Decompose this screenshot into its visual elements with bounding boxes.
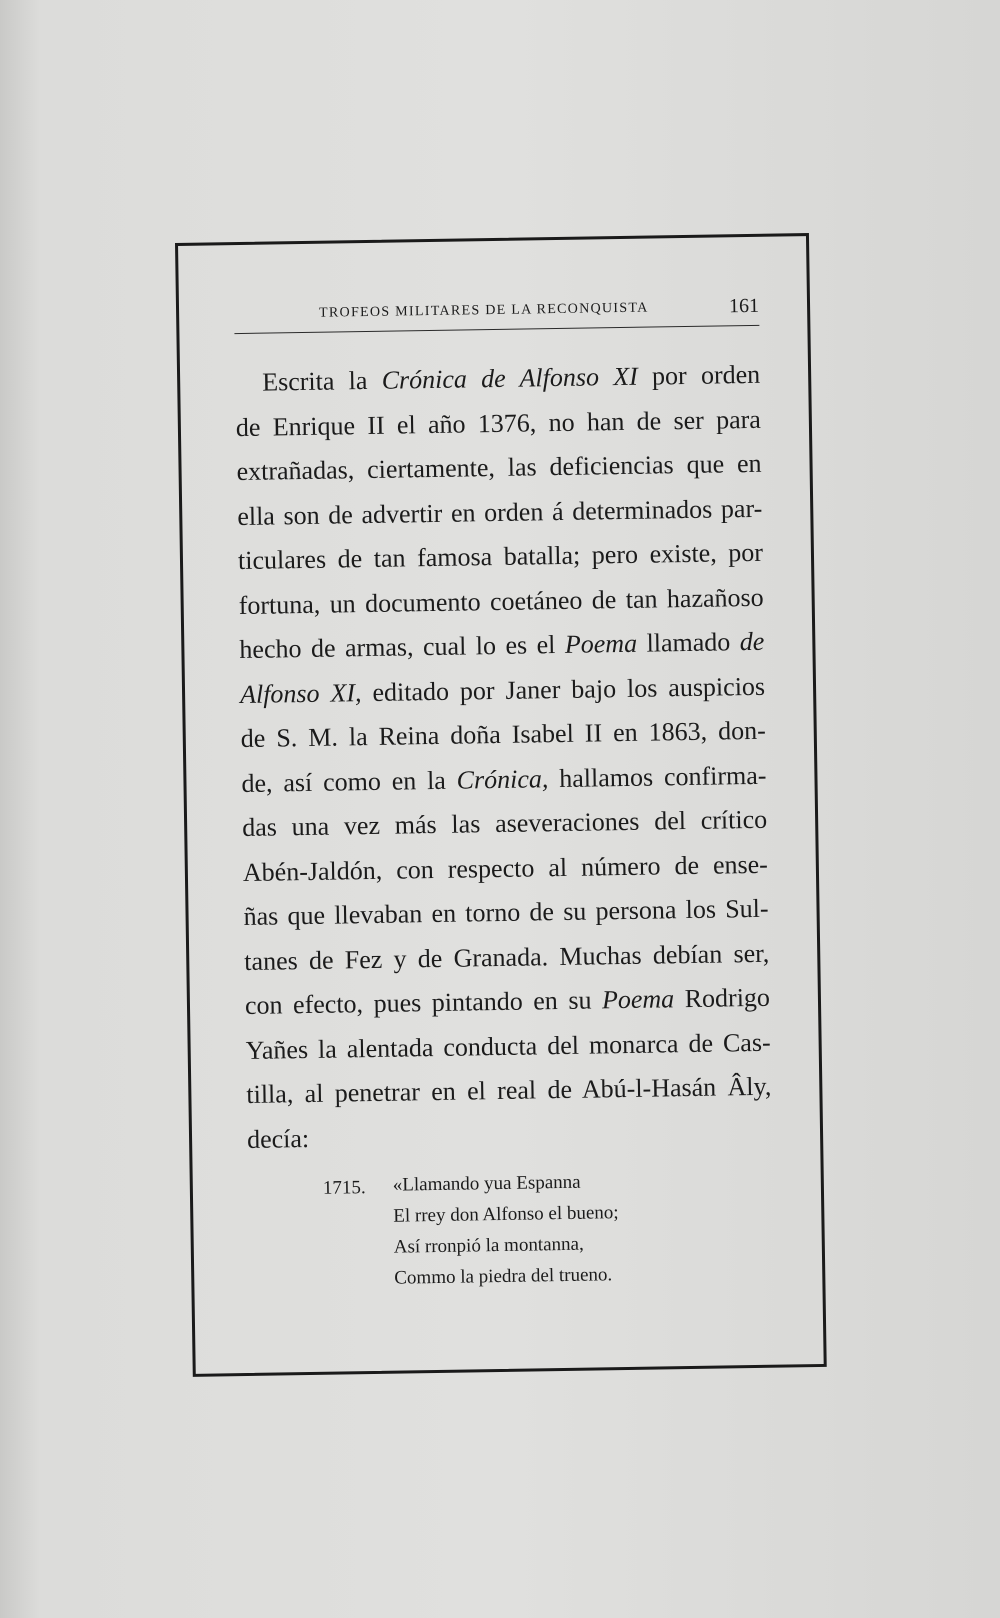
text-line-14: tanes de Fez y de Granada. Muchas debían ser, — [244, 938, 770, 976]
verse-line-3: Así rronpió la montanna, — [393, 1233, 584, 1258]
text-line-18: decía: — [246, 1123, 310, 1154]
text-line-3: extrañadas, ciertamente, las deficiencias que en — [236, 448, 762, 487]
text-line-8: Alfonso XI, editado por Janer bajo los auspicios — [239, 671, 766, 709]
verse-quotation — [322, 1164, 743, 1289]
text-line-11: das una vez más las aseveraciones del crítico — [241, 804, 768, 843]
text-line-5: ticulares de tan famosa batalla; pero existe, por — [237, 537, 764, 576]
text-line-4: ella son de advertir en orden á determinados par- — [237, 493, 763, 531]
body-paragraph — [235, 353, 773, 1162]
text-line-13: ñas que llevaban en torno de su persona los Sul- — [243, 893, 769, 932]
text-line-9: de S. M. la Reina doña Isabel II en 1863, don- — [240, 715, 766, 754]
page-frame — [175, 233, 827, 1377]
text-line-12: Abén-Jaldón, con respecto al número de ense- — [242, 849, 769, 887]
verse-line-4: Commo la piedra del trueno. — [394, 1264, 613, 1289]
text-line-15: con efecto, pues pintando en su Poema Rodrigo — [244, 982, 771, 1020]
text-line-1: Escrita la Crónica de Alfonso XI por orden — [261, 359, 761, 397]
verse-number: 1715. — [322, 1177, 366, 1199]
verse-line-1: «Llamando yua Espanna — [392, 1171, 581, 1196]
text-line-6: fortuna, un documento coetáneo de tan hazañoso — [238, 582, 764, 620]
text-line-10: de, así como en la Crónica, hallamos confirma- — [241, 760, 767, 798]
verse-lines — [393, 1164, 735, 1293]
text-line-16: Yañes la alentada conducta del monarca de Cas- — [245, 1027, 771, 1065]
page-number: 161 — [728, 294, 760, 318]
verse-line-2: El rrey don Alfonso el bueno; — [393, 1202, 619, 1227]
running-title: TROFEOS MILITARES DE LA RECONQUISTA — [319, 300, 649, 321]
text-line-7: hecho de armas, cual lo es el Poema llamado de — [239, 626, 765, 665]
text-line-17: tilla, al penetrar en el real de Abú-l-Hasán Âly, — [246, 1071, 772, 1109]
running-head — [234, 295, 759, 334]
text-line-2: de Enrique II el año 1376, no han de ser para — [235, 404, 762, 442]
